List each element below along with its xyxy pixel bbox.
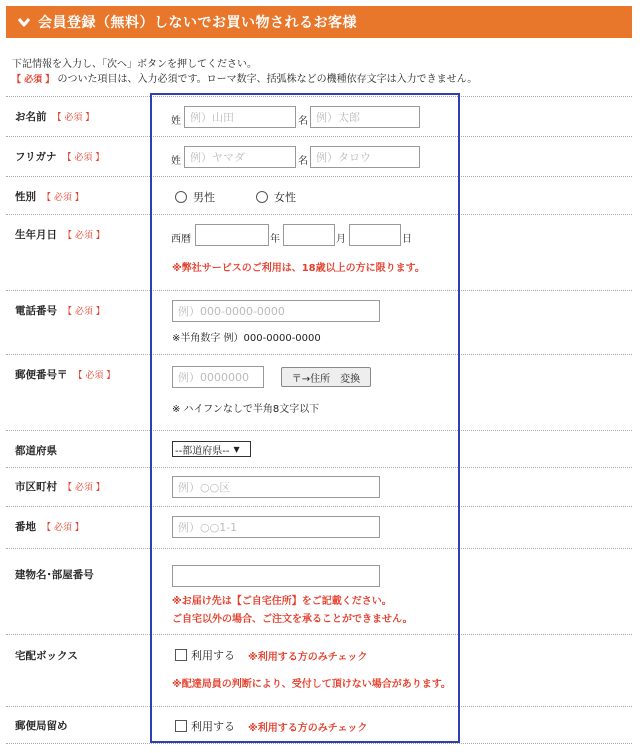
label-post-office [15,718,68,733]
intro-line-1: 下記情報を入力し、「次へ」ボタンを押してください。 [12,59,257,70]
label-name [15,109,94,124]
street-input[interactable] [172,516,380,538]
row-divider [6,467,632,468]
last-name-input[interactable] [184,106,296,128]
label-phone-text: 電話番号 [15,305,57,317]
era-label: 西暦 [171,234,191,245]
first-name-kana-input[interactable] [310,146,420,168]
zip-to-address-button[interactable]: 〒→住所 変換 [281,367,371,387]
zip-input[interactable] [172,366,264,388]
mei-kana-label: 名 [298,156,308,167]
label-name-text: お名前 [15,111,47,123]
birth-year-input[interactable] [195,224,269,246]
gender-male-label: 男性 [193,191,215,204]
row-divider [6,214,632,215]
required-badge: 【 必須 】 [63,307,105,317]
label-building [15,567,94,582]
prefecture-selected-value: --都道府県-- [175,445,230,457]
label-kana-text: フリガナ [15,151,57,163]
building-input[interactable] [172,565,380,587]
section-title: 会員登録（無料）しないでお買い物されるお客様 [38,15,357,31]
row-divider [6,430,632,431]
label-kana [15,149,104,164]
required-badge: 【 必須 】 [12,75,55,85]
sei-kana-label: 姓 [171,156,181,167]
label-gender-text: 性別 [15,191,36,203]
day-label: 日 [402,234,412,245]
required-badge: 【 必須 】 [42,193,84,203]
chevron-down-icon [16,14,32,30]
label-city [15,479,105,494]
label-birthdate-text: 生年月日 [15,229,57,241]
delivery-box-checkbox-label: 利用する [191,649,235,662]
radio-circle[interactable] [175,191,187,203]
row-divider [6,706,632,707]
phone-input[interactable] [172,300,380,322]
label-gender [15,189,84,204]
label-city-text: 市区町村 [15,481,57,493]
delivery-box-checkbox[interactable] [175,647,235,663]
label-post-office-text: 郵便局留め [15,720,68,732]
required-badge: 【 必須 】 [62,153,105,163]
phone-note: ※半角数字 例）000-0000-0000 [172,333,321,344]
sei-label: 姓 [171,116,181,127]
month-label: 月 [336,234,346,245]
row-divider [6,96,632,97]
intro-line-2 [12,72,632,88]
gender-male-radio[interactable] [175,189,215,205]
post-office-checkbox-label: 利用する [191,720,235,733]
last-name-kana-input[interactable] [184,146,296,168]
city-input[interactable] [172,476,380,498]
label-street-text: 番地 [15,521,36,533]
label-phone [15,303,105,318]
radio-circle[interactable] [256,191,268,203]
zip-note: ※ ハイフンなしで半角8文字以下 [172,404,320,415]
mei-label: 名 [298,116,308,127]
delivery-box-inline-note: ※利用する方のみチェック [248,652,368,663]
label-zip-text: 郵便番号〒 [15,369,68,381]
post-office-inline-note: ※利用する方のみチェック [248,723,368,734]
label-prefecture-text: 都道府県 [15,445,57,457]
year-label: 年 [270,234,280,245]
row-divider [6,634,632,635]
first-name-input[interactable] [310,106,420,128]
label-delivery-box [15,648,78,663]
intro-line-2-text: のついた項目は、入力必須です。ローマ数字、括弧株などの機種依存文字は入力できません。 [54,74,478,85]
row-divider [6,548,632,549]
checkbox-box[interactable] [175,649,187,661]
label-prefecture [15,443,57,458]
label-street [15,519,84,534]
row-divider [6,743,632,744]
gender-female-radio[interactable] [256,189,296,205]
age-restriction-note: ※弊社サービスのご利用は、18歳以上の方に限ります。 [172,263,425,274]
post-office-checkbox[interactable] [175,718,235,734]
intro-text [12,57,632,88]
row-divider [6,290,632,291]
required-badge: 【 必須 】 [63,483,105,493]
label-delivery-box-text: 宅配ボックス [15,650,78,662]
checkbox-box[interactable] [175,720,187,732]
required-badge: 【 必須 】 [63,231,105,241]
section-header [6,6,632,38]
label-building-text: 建物名･部屋番号 [15,569,94,581]
required-badge: 【 必須 】 [42,523,84,533]
label-zip [15,367,115,382]
row-divider [6,136,632,137]
row-divider [6,176,632,177]
gender-female-label: 女性 [274,191,296,204]
row-divider [6,354,632,355]
required-badge: 【 必須 】 [73,371,116,381]
chevron-down-icon: ▼ [233,444,240,454]
label-birthdate [15,227,105,242]
birth-day-input[interactable] [349,224,401,246]
required-badge: 【 必須 】 [52,113,95,123]
delivery-box-note: ※配達局員の判断により、受付して頂けない場合があります。 [172,679,451,690]
birth-month-input[interactable] [283,224,335,246]
home-address-note-2: ご自宅以外の場合、ご注文を承ることができません。 [172,614,413,625]
prefecture-select[interactable] [172,441,251,457]
home-address-note: ※お届け先は【ご自宅住所】をご記載ください。 [172,596,392,607]
row-divider [6,506,632,507]
